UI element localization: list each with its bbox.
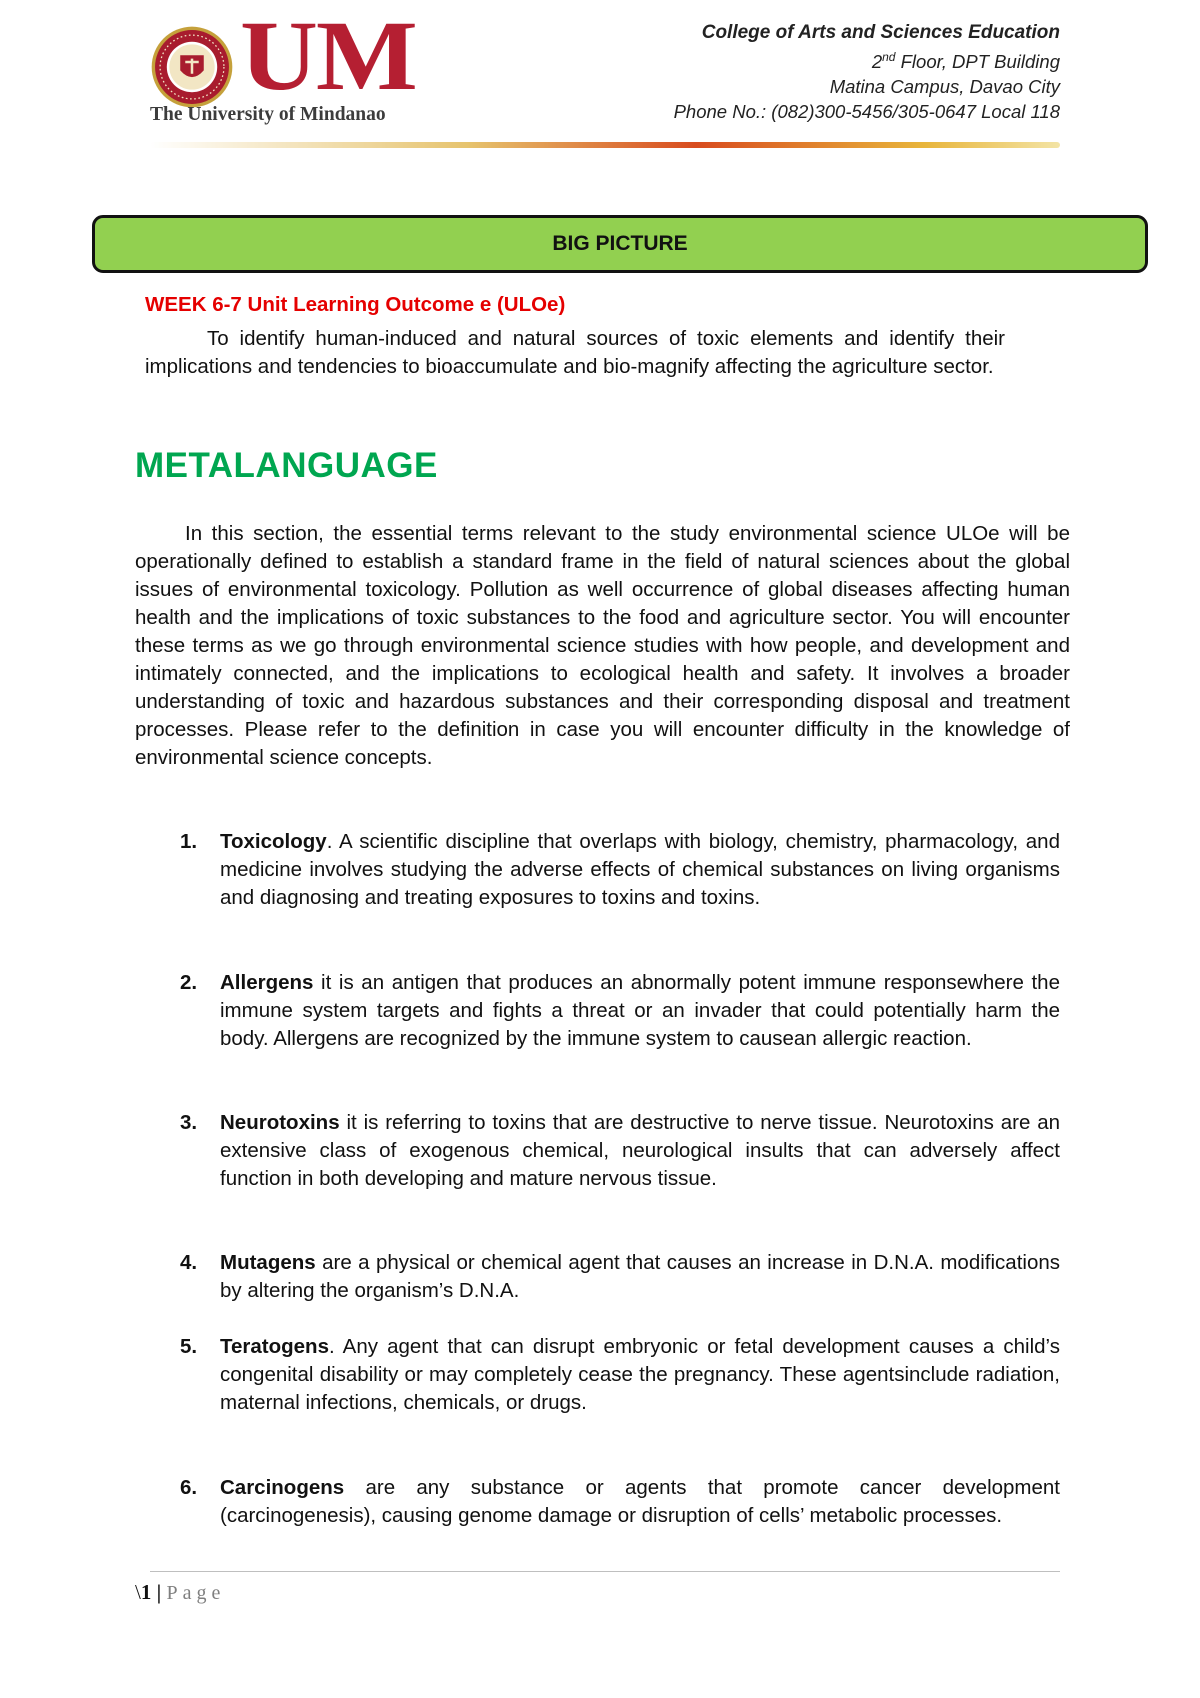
footer-separator: | [151, 1580, 167, 1604]
term-definition: are any substance or agents that promote cancer development (carcinogenesis), causing genome damage or disruption of cells’ metabolic processes. [220, 1476, 1060, 1527]
term-definition: . Any agent that can disrupt embryonic or fetal development causes a child’s congenital disability or may completely cease the pregnancy. These agentsinclude radiation, maternal infections, chemicals, or drugs. [220, 1335, 1060, 1414]
item-number: 1. [180, 830, 198, 853]
item-text [220, 1109, 1060, 1193]
footer-prefix: \ [135, 1580, 141, 1604]
item-text [220, 969, 1060, 1053]
item-text [220, 1474, 1060, 1530]
term-name: Allergens [220, 971, 314, 994]
floor-number: 2 [871, 51, 883, 73]
college-campus: Matina Campus, Davao City [829, 76, 1060, 98]
big-picture-banner [92, 215, 1148, 273]
footer-divider [150, 1571, 1060, 1572]
term-definition: . A scientific discipline that overlaps with biology, chemistry, pharmacology, and medicine involves studying the adverse effects of chemical substances on living organisms and diagnosing and treating exposures to toxins and toxins. [220, 830, 1060, 909]
item-text [220, 1333, 1060, 1417]
item-number: 3. [180, 1111, 198, 1134]
term-name: Teratogens [220, 1335, 329, 1358]
term-definition: are a physical or chemical agent that causes an increase in D.N.A. modifications by altering the organism’s D.N.A. [220, 1251, 1060, 1302]
logo-letters: UM [240, 0, 416, 111]
item-number: 4. [180, 1251, 198, 1274]
university-logo [150, 0, 450, 132]
term-name: Carcinogens [220, 1476, 345, 1499]
ulo-description: To identify human-induced and natural sources of toxic elements and identify their implications and tendencies to bioaccumulate and bio-magnify affecting the agriculture sector. [145, 327, 1005, 378]
college-phone: Phone No.: (082)300-5456/305-0647 Local 118 [673, 101, 1060, 123]
term-name: Neurotoxins [220, 1111, 340, 1134]
section-heading: METALANGUAGE [135, 446, 438, 485]
term-definition: it is an antigen that produces an abnormally potent immune responsewhere the immune system targets and fights a threat or an invader that could potentially harm the body. Allergens are recognized by the immune system to causean allergic reaction. [220, 971, 1060, 1050]
term-definition: it is referring to toxins that are destructive to nerve tissue. Neurotoxins are an extensive class of exogenous chemical, neurological insults that can adversely affect function in both developing and mature nervous tissue. [220, 1111, 1060, 1190]
item-number: 6. [180, 1476, 198, 1499]
college-name: College of Arts and Sciences Education [701, 22, 1060, 43]
page-number: 1 [140, 1580, 152, 1604]
university-seal-icon [150, 25, 234, 109]
item-number: 2. [180, 971, 198, 994]
ulo-heading: WEEK 6-7 Unit Learning Outcome e (ULOe) [145, 293, 566, 316]
college-floor [674, 45, 1060, 74]
college-info [674, 20, 1060, 124]
floor-building: Floor, DPT Building [895, 51, 1060, 73]
header-divider [150, 142, 1060, 148]
term-name: Mutagens [220, 1251, 316, 1274]
item-number: 5. [180, 1335, 198, 1358]
item-text [220, 828, 1060, 912]
section-intro: In this section, the essential terms relevant to the study environmental science ULOe will be operationally defined to establish a standard frame in the field of natural sciences about the global issues of environmental toxicology. Pollution as well occurrence of global diseases affecting human health and the implications of toxic substances to the food and agriculture sector. You will encounter these terms as we go through environmental science studies with how people, and development and intimately connected, and the implications to ecological health and safety. It involves a broader understanding of toxic and hazardous substances and their corresponding disposal and treatment processes. Please refer to the definition in case you will encounter difficulty in the knowledge of environmental science concepts. [135, 522, 1070, 769]
banner-label: BIG PICTURE [552, 232, 688, 255]
item-text [220, 1249, 1060, 1305]
term-name: Toxicology [220, 830, 327, 853]
page-label: Page [166, 1582, 226, 1604]
floor-suffix: nd [882, 50, 896, 64]
page-footer [135, 1580, 225, 1605]
university-name: The University of Mindanao [150, 104, 386, 125]
